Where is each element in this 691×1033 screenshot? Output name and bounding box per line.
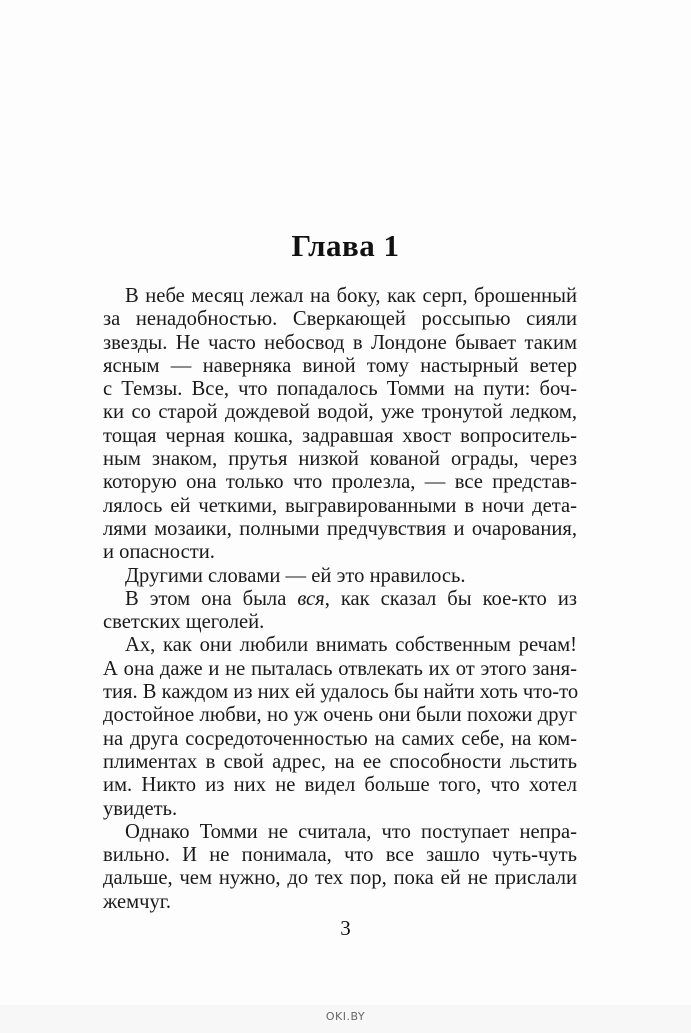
text-line: увидеть. — [103, 797, 178, 820]
page-number: 3 — [340, 916, 351, 940]
italic-word: вся — [297, 587, 325, 610]
text-line: ным знаком, прутья низкой кованой ограды, через — [103, 448, 577, 471]
text-line: светских щеголей. — [103, 611, 265, 634]
chapter-title: Глава 1 — [291, 228, 400, 263]
text-line: тощая черная кошка, задравшая хвост вопроситель- — [103, 424, 577, 447]
text-line: тия. В каждом из них ей удалось бы найти хоть что-то — [103, 681, 579, 704]
chapter-text — [103, 285, 577, 914]
text-line: с Темзы. Все, что попадалось Томми на пути: боч- — [103, 378, 577, 401]
text-line: им. Никто из них не видел больше того, что хотел — [103, 774, 577, 797]
text-line: В небе месяц лежал на боку, как серп, брошенный — [125, 285, 577, 307]
text-line: дальше, чем нужно, до тех пор, пока ей не прислали — [103, 867, 577, 890]
text-line: достойное любви, но уж очень они были похожи друг — [103, 704, 577, 727]
text-line: Однако Томми не считала, что поступает непра- — [125, 820, 577, 843]
text-line: лялось ей четкими, выгравированными в ночи дета- — [103, 494, 577, 517]
text-line: Другими словами — ей это нравилось. — [125, 564, 466, 587]
text-line: Ах, как они любили внимать собственным речам! — [125, 634, 577, 657]
watermark: OKI.BY — [325, 1010, 366, 1023]
paragraph — [103, 565, 577, 588]
text-line: и опасности. — [103, 541, 215, 564]
text-fragment: В этом она была — [125, 587, 298, 610]
paragraph — [103, 634, 577, 820]
text-line: лями мозаики, полными предчувствия и очарования, — [103, 517, 577, 540]
text-line: на друга сосредоточенностью на самих себе, на ком- — [103, 727, 577, 750]
text-line: звезды. Не часто небосвод в Лондоне бывает таким — [103, 331, 577, 354]
paragraph — [103, 821, 577, 914]
text-line: жемчуг. — [103, 890, 172, 913]
text-line: ясным — наверняка виной тому настырный ветер — [103, 354, 577, 377]
text-line: за ненадобностью. Сверкающей россыпью сияли — [103, 308, 577, 331]
text-line: которую она только что пролезла, — все представ- — [103, 471, 577, 494]
text-line: плиментах в свой адрес, на ее способности льстить — [103, 750, 577, 773]
text-line — [103, 588, 577, 611]
text-line: А она даже и не пыталась отвлекать их от этого заня- — [103, 657, 577, 680]
text-line: вильно. И не понимала, что все зашло чуть-чуть — [103, 844, 577, 867]
text-line: ки со старой дождевой водой, уже тронутой ледком, — [103, 401, 577, 424]
paragraph — [103, 285, 577, 565]
text-fragment: , как сказал бы кое-кто из — [324, 587, 577, 610]
paragraph — [103, 588, 577, 635]
